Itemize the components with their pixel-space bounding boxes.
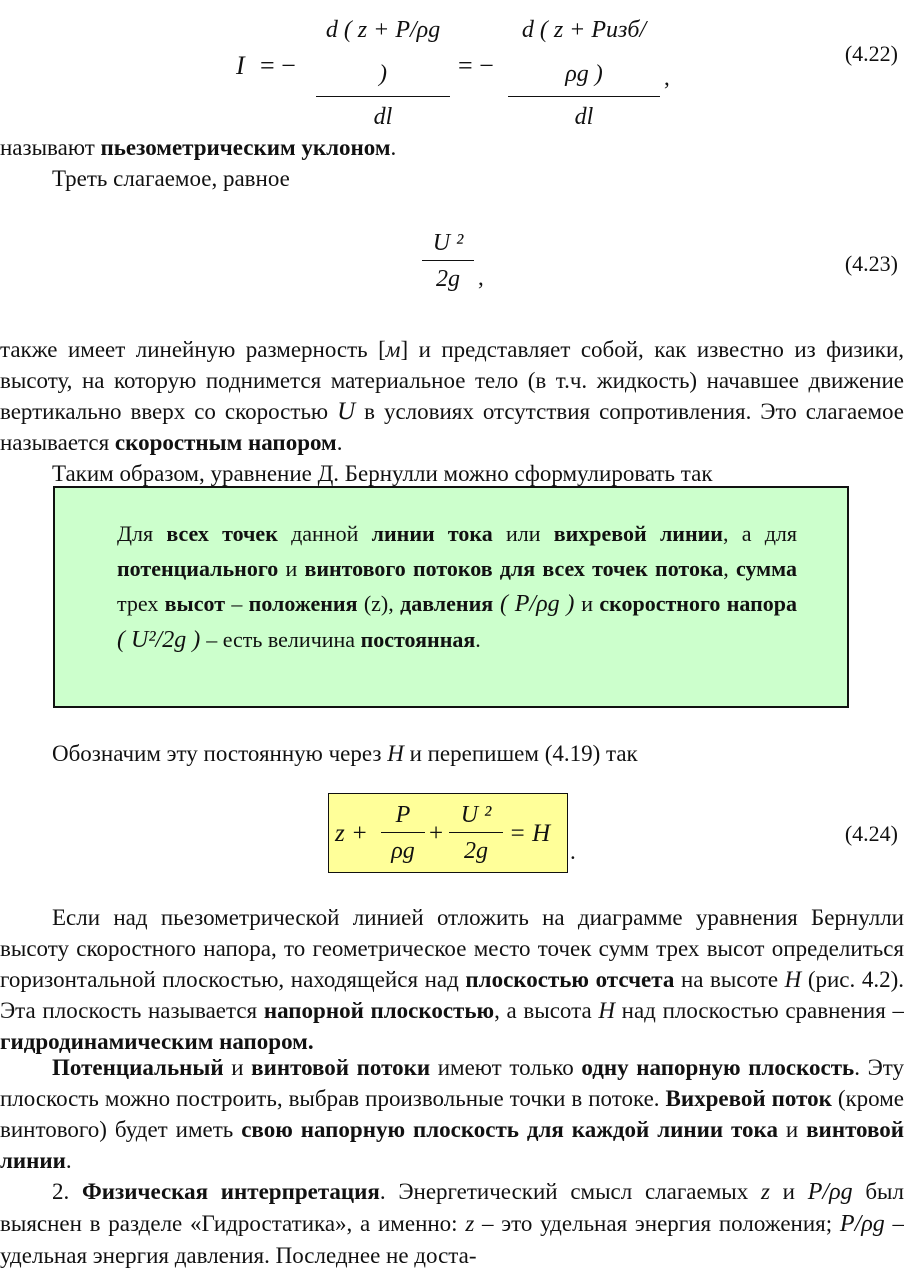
eq424-fraction-pressure — [381, 798, 425, 869]
eq423-comma: , — [478, 265, 484, 290]
text: , а для — [723, 521, 798, 546]
equation-number-4-24: (4.24) — [844, 821, 898, 846]
equation-number-4-22: (4.22) — [844, 41, 898, 66]
term: свою напорную плоскость для каждой линии тока — [241, 1117, 778, 1142]
text: или — [492, 521, 554, 546]
symbol-h: H — [387, 741, 404, 766]
symbol-z: z — [465, 1211, 475, 1236]
text: и — [769, 1179, 808, 1204]
term: вихревой линии — [553, 521, 723, 546]
symbol-z: z — [760, 1179, 770, 1204]
eq422-comma: , — [664, 65, 670, 90]
term: линии тока — [371, 521, 493, 546]
term: давления — [400, 591, 494, 616]
eq422-numerator-1: d ( z + P/ρg ) — [316, 8, 450, 97]
text: и — [278, 556, 305, 581]
eq424-z: z + — [335, 820, 368, 847]
term-velocity-head: скоростным напором — [114, 430, 337, 455]
text: имеют только — [430, 1055, 582, 1080]
eq424-fraction-velocity — [449, 798, 503, 869]
text: ] и представляет собой, как известно из физики, высоту, на которую поднимется материальное тело (в т.ч. жидкость) начавшее движение вертикально вверх со скоростью — [0, 337, 904, 424]
term: постоянная — [360, 627, 476, 652]
term-datum-plane: плоскостью отсчета — [465, 967, 675, 992]
text: также имеет линейную размерность [ — [0, 337, 386, 362]
text: – — [225, 591, 249, 616]
eq422-fraction-1 — [316, 8, 450, 137]
term: винтового потоков для всех точек потока — [304, 556, 724, 581]
term: Вихревой поток — [665, 1086, 832, 1111]
text: на высоте — [674, 967, 785, 992]
text: называют — [0, 135, 101, 160]
text: трех — [117, 591, 165, 616]
bernoulli-statement-text — [117, 516, 797, 658]
formula-pressure-head: P/ρg — [839, 1211, 885, 1237]
text: Для — [117, 521, 167, 546]
symbol-h: H — [784, 967, 802, 992]
text: в условиях отсутствия сопротивления. Это слагаемое называется — [0, 399, 904, 455]
text: Если над пьезометрической линией отложить на диаграмме уравнения Бернулли высоту скоростного напора, то геометрическое место точек сумм трех высот определиться горизонтальной плоскостью, находящейся над — [0, 905, 904, 992]
term: одну напорную плоскость — [581, 1055, 855, 1080]
text: данной — [277, 521, 372, 546]
term: Потенциальный — [52, 1055, 224, 1080]
text: . — [336, 430, 343, 455]
paragraph-third-term: Треть слагаемое, равное — [52, 166, 290, 191]
eq424-denominator-2: 2g — [464, 838, 488, 864]
text: был выяснен в разделе «Гидростатика», а именно: — [0, 1179, 904, 1236]
term-piezometric-slope: пьезометрическим уклоном — [100, 135, 391, 160]
term-head-plane: напорной плоскостью — [263, 998, 495, 1023]
term: скоростного напора — [599, 591, 798, 616]
text: и — [777, 1117, 807, 1142]
formula-velocity-head: ( U²/2g ) — [117, 627, 207, 653]
text: – удельная энергия давления. Последнее не доста- — [0, 1211, 904, 1268]
text: . Эту плоскость можно построить, выбрав произвольные точки в потоке. — [0, 1055, 904, 1111]
eq422-eq-minus-2: = − — [458, 51, 494, 80]
term: винтовой линии — [0, 1117, 904, 1173]
bernoulli-statement-box — [53, 486, 849, 708]
term: всех точек — [166, 521, 278, 546]
term: потенциального — [117, 556, 279, 581]
text: 2. — [52, 1179, 82, 1204]
eq422-lhs: I — [236, 51, 245, 80]
term: высот — [164, 591, 226, 616]
text: , а высота — [494, 998, 599, 1023]
eq422-denominator-1: dl — [373, 104, 393, 130]
eq424-plus: + — [429, 820, 444, 847]
eq422-denominator-2: dl — [574, 104, 594, 130]
equation-4-22 — [236, 6, 676, 130]
text: . — [390, 135, 397, 160]
eq422-numerator-2: d ( z + Pизб/ρg ) — [508, 8, 660, 97]
text: – это удельная энергия положения; — [474, 1211, 840, 1236]
text: над плоскостью сравнения – — [614, 998, 904, 1023]
unit-meter: м — [385, 337, 401, 362]
text: , — [723, 556, 736, 581]
paragraph-pressure-plane — [0, 902, 904, 1057]
symbol-u: U — [337, 398, 356, 425]
text: . — [65, 1148, 72, 1173]
equation-4-23 — [422, 226, 474, 297]
term-hydrodynamic-head: гидродинамическим напором. — [0, 1029, 314, 1054]
eq424-denominator-1: ρg — [391, 838, 415, 864]
eq422-eq-minus: = − — [260, 51, 296, 80]
term-physical-interpretation: Физическая интерпретация — [82, 1179, 380, 1204]
paragraph-physical-interpretation — [0, 1176, 904, 1271]
paragraph-velocity-head — [0, 334, 904, 458]
symbol-h: H — [598, 998, 615, 1023]
formula-pressure-head: P/ρg — [807, 1179, 853, 1205]
eq424-rhs: = H — [509, 820, 551, 847]
text: (z), — [357, 591, 401, 616]
paragraph-flow-types — [0, 1052, 904, 1176]
eq424-numerator-1: P — [381, 798, 425, 833]
eq422-fraction-2 — [508, 8, 660, 137]
text: (кроме винтового) будет иметь — [0, 1086, 904, 1142]
equation-number-4-23: (4.23) — [844, 251, 898, 276]
eq424-period: . — [570, 839, 576, 864]
text: . Энергетический смысл слагаемых — [379, 1179, 761, 1204]
eq423-denominator: 2g — [436, 266, 460, 292]
formula-pressure-head: ( P/ρg ) — [493, 591, 582, 617]
text: – есть величина — [206, 627, 361, 652]
text: и — [223, 1055, 252, 1080]
text: и перепишем (4.19) так — [403, 741, 638, 766]
term: винтовой потоки — [251, 1055, 431, 1080]
text: и — [581, 591, 600, 616]
term: сумма — [735, 556, 797, 581]
text: . — [475, 627, 481, 652]
paragraph-denote-h — [0, 738, 904, 769]
eq423-numerator: U ² — [422, 226, 474, 261]
equation-4-24-box — [328, 793, 568, 873]
paragraph-bernoulli-intro: Таким образом, уравнение Д. Бернулли можно сформулировать так — [52, 461, 713, 486]
text: (рис. 4.2). Эта плоскость называется — [0, 967, 904, 1023]
paragraph-piezometric-slope — [0, 132, 904, 163]
text: Обозначим эту постоянную через — [52, 741, 388, 766]
term: положения — [248, 591, 358, 616]
eq424-numerator-2: U ² — [449, 798, 503, 833]
